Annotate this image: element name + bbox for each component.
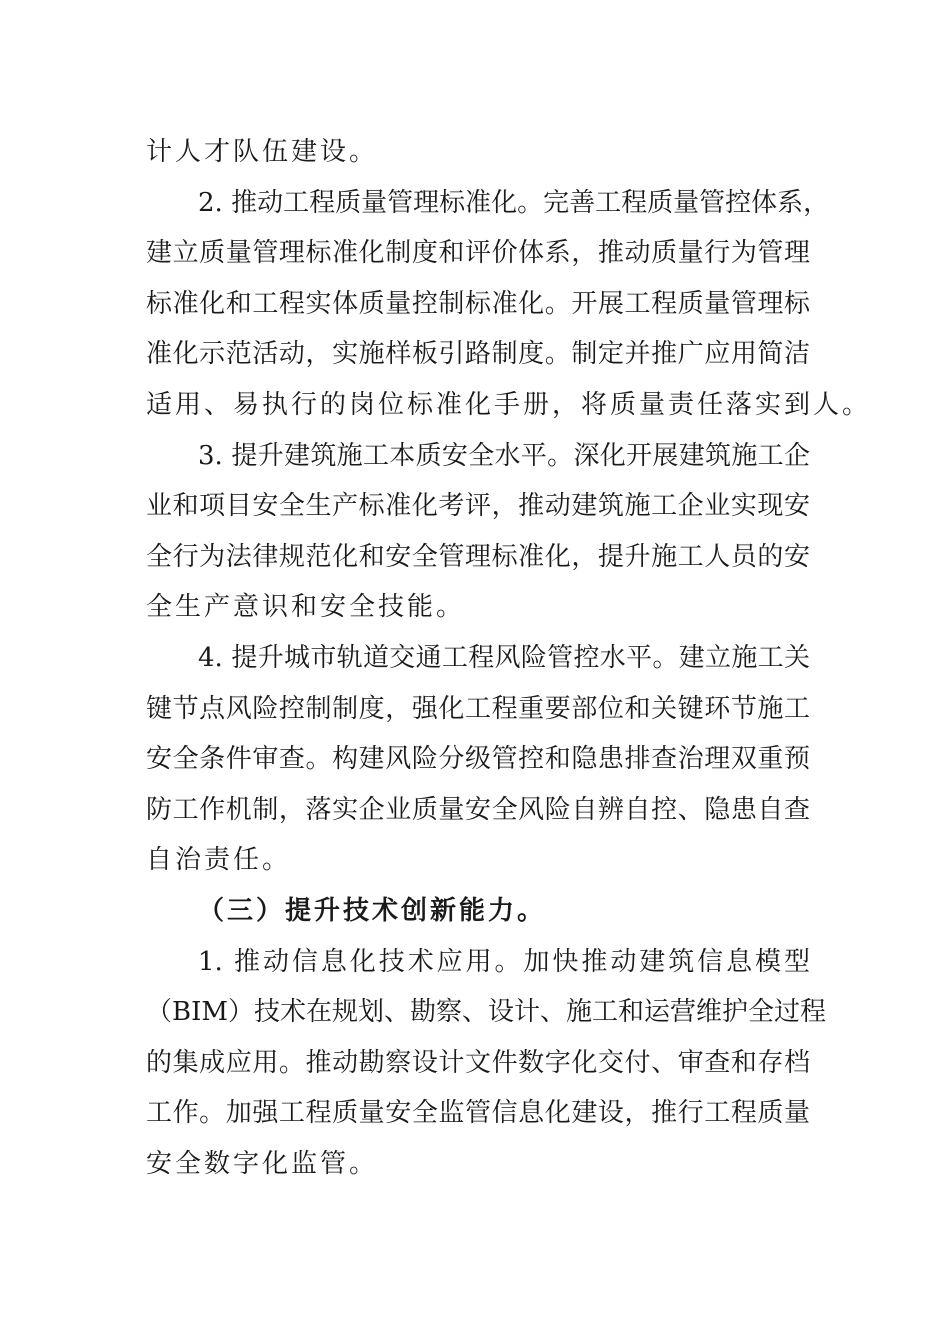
paragraph-line: 准化示范活动，实施样板引路制度。制定并推广应用简洁 bbox=[146, 339, 810, 370]
paragraph-line: 安全数字化监管。 bbox=[146, 1148, 379, 1179]
paragraph-line: 安全条件审查。构建风险分级管控和隐患排查治理双重预 bbox=[146, 744, 810, 775]
paragraph-line: 业和项目安全生产标准化考评，推动建筑施工企业实现安 bbox=[146, 491, 810, 522]
document-body bbox=[146, 127, 872, 1189]
paragraph-line: 适用、易执行的岗位标准化手册，将质量责任落实到人。 bbox=[146, 389, 872, 420]
paragraph-line: 自治责任。 bbox=[146, 845, 292, 876]
section-heading: （三）提升技术创新能力。 bbox=[198, 895, 547, 926]
paragraph-line: 键节点风险控制制度，强化工程重要部位和关键环节施工 bbox=[146, 693, 810, 724]
paragraph-line: 工作。加强工程质量安全监管信息化建设，推行工程质量 bbox=[146, 1098, 810, 1129]
paragraph-line: 全行为法律规范化和安全管理标准化，提升施工人员的安 bbox=[146, 541, 810, 572]
paragraph-line: 建立质量管理标准化制度和评价体系，推动质量行为管理 bbox=[146, 238, 810, 269]
paragraph-line: 全生产意识和安全技能。 bbox=[146, 592, 466, 623]
paragraph-line: 1. 推动信息化技术应用。加快推动建筑信息模型 bbox=[198, 946, 810, 977]
paragraph-line: 的集成应用。推动勘察设计文件数字化交付、审查和存档 bbox=[146, 1047, 810, 1078]
paragraph-line: 防工作机制，落实企业质量安全风险自辨自控、隐患自查 bbox=[146, 794, 810, 825]
paragraph-line: 计人才队伍建设。 bbox=[146, 137, 379, 167]
paragraph-line: 标准化和工程实体质量控制标准化。开展工程质量管理标 bbox=[146, 288, 810, 319]
paragraph-line: 2. 推动工程质量管理标准化。完善工程质量管控体系， bbox=[198, 187, 830, 218]
paragraph-line: 4. 提升城市轨道交通工程风险管控水平。建立施工关 bbox=[198, 642, 810, 673]
paragraph-line: （BIM）技术在规划、勘察、设计、施工和运营维护全过程 bbox=[146, 997, 826, 1028]
paragraph-line: 3. 提升建筑施工本质安全水平。深化开展建筑施工企 bbox=[198, 440, 810, 471]
